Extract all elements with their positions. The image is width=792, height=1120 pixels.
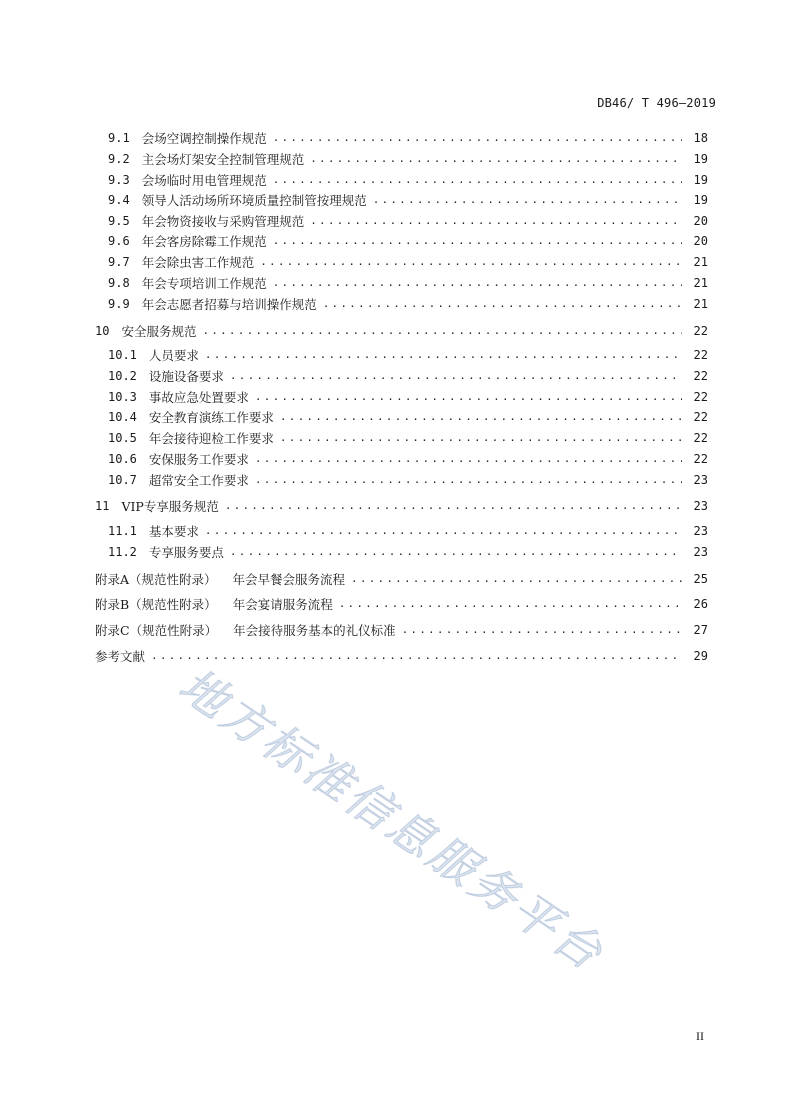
toc-entry-title: 主会场灯架安全控制管理规范 <box>141 152 305 167</box>
page-number: II <box>696 1029 704 1043</box>
toc-entry-page: 25 <box>693 572 708 586</box>
toc-leader-dots <box>280 428 682 448</box>
toc-entry[interactable] <box>108 387 708 407</box>
toc-entry-page: 23 <box>693 473 708 487</box>
toc-entry-number: 附录A（规范性附录） <box>95 572 217 587</box>
toc-leader-dots <box>339 594 682 614</box>
toc-entry[interactable] <box>108 449 708 469</box>
toc-entry-title: 超常安全工作要求 <box>148 473 249 488</box>
toc-entry-title: 参考文献 <box>95 649 146 664</box>
toc-leader-dots <box>310 149 682 169</box>
toc-entry-number: 9.1 <box>108 131 130 145</box>
toc-entry-title: 安全教育演练工作要求 <box>148 410 274 425</box>
toc-entry-page: 19 <box>693 173 708 187</box>
toc-entry-number: 9.7 <box>108 255 130 269</box>
toc-entry-number: 10.6 <box>108 452 137 466</box>
toc-entry-page: 20 <box>693 234 708 248</box>
toc-entry-title: VIP专享服务规范 <box>121 499 219 514</box>
toc-entry[interactable] <box>108 252 708 272</box>
toc-entry-number: 11 <box>95 499 110 513</box>
toc-entry-page: 22 <box>693 324 708 338</box>
toc-entry[interactable] <box>108 428 708 448</box>
toc-entry-title: 会场空调控制操作规范 <box>141 131 267 146</box>
toc-entry-page: 23 <box>693 524 708 538</box>
toc-entry-page: 27 <box>693 623 708 637</box>
toc-leader-dots <box>255 470 682 490</box>
toc-leader-dots <box>402 620 682 640</box>
toc-entry-title: 年会早餐会服务流程 <box>232 572 346 587</box>
toc-entry-page: 23 <box>693 499 708 513</box>
toc-entry-page: 22 <box>693 410 708 424</box>
toc-entry-number: 9.9 <box>108 297 130 311</box>
toc-entry-page: 22 <box>693 390 708 404</box>
toc-leader-dots <box>202 321 682 341</box>
toc-entry-title: 设施设备要求 <box>148 369 224 384</box>
toc-entry-number: 11.2 <box>108 545 137 559</box>
standard-code: DB46/ T 496—2019 <box>597 96 716 110</box>
toc-leader-dots <box>273 128 682 148</box>
toc-leader-dots <box>151 646 682 666</box>
toc-leader-dots <box>310 211 682 231</box>
toc-entry[interactable] <box>95 321 708 341</box>
toc-entry[interactable] <box>108 345 708 365</box>
toc-entry-title: 年会客房除霉工作规范 <box>141 234 267 249</box>
toc-entry-number: 10.2 <box>108 369 137 383</box>
toc-entry-title: 年会物资接收与采购管理规范 <box>141 214 305 229</box>
toc-entry-page: 22 <box>693 369 708 383</box>
toc-entry-number: 10.3 <box>108 390 137 404</box>
toc-entry[interactable] <box>108 128 708 148</box>
toc-entry-page: 20 <box>693 214 708 228</box>
toc-entry-page: 22 <box>693 452 708 466</box>
toc-entry[interactable] <box>108 366 708 386</box>
toc-entry-number: 10.1 <box>108 348 137 362</box>
watermark-text: 地方标准信息服务平台 <box>169 657 615 982</box>
toc-leader-dots <box>273 231 682 251</box>
toc-entry[interactable] <box>108 170 708 190</box>
toc-entry-number: 10 <box>95 324 110 338</box>
toc-leader-dots <box>230 366 682 386</box>
toc-entry-number: 10.4 <box>108 410 137 424</box>
toc-entry[interactable] <box>108 521 708 541</box>
toc-entry[interactable] <box>108 273 708 293</box>
toc-entry-number: 附录C（规范性附录） <box>95 623 218 638</box>
toc-entry[interactable] <box>95 646 708 666</box>
toc-entry-number: 9.5 <box>108 214 130 228</box>
toc-entry-page: 19 <box>693 152 708 166</box>
toc-entry-title: 年会宴请服务流程 <box>232 597 333 612</box>
toc-entry[interactable] <box>108 294 708 314</box>
toc-entry[interactable] <box>108 211 708 231</box>
toc-entry[interactable] <box>108 149 708 169</box>
toc-entry-page: 22 <box>693 348 708 362</box>
toc-entry-title: 领导人活动场所环境质量控制管按理规范 <box>141 193 367 208</box>
toc-leader-dots <box>260 252 682 272</box>
toc-entry[interactable] <box>95 569 708 589</box>
toc-entry[interactable] <box>95 594 708 614</box>
toc-entry-number: 9.3 <box>108 173 130 187</box>
toc-entry[interactable] <box>108 407 708 427</box>
toc-leader-dots <box>230 542 682 562</box>
toc-entry-title: 年会除虫害工作规范 <box>141 255 255 270</box>
toc-entry-title: 安全服务规范 <box>121 324 197 339</box>
toc-leader-dots <box>205 345 682 365</box>
toc-entry-number: 10.7 <box>108 473 137 487</box>
toc-entry[interactable] <box>108 190 708 210</box>
toc-entry-page: 18 <box>693 131 708 145</box>
toc-leader-dots <box>351 569 682 589</box>
toc-entry-title: 年会专项培训工作规范 <box>141 276 267 291</box>
toc-entry-number: 9.2 <box>108 152 130 166</box>
toc-entry-number: 9.8 <box>108 276 130 290</box>
toc-entry-number: 10.5 <box>108 431 137 445</box>
toc-entry-title: 年会接待迎检工作要求 <box>148 431 274 446</box>
toc-entry-page: 21 <box>693 297 708 311</box>
toc-entry[interactable] <box>108 231 708 251</box>
toc-entry-page: 29 <box>693 649 708 663</box>
toc-entry-title: 安保服务工作要求 <box>148 452 249 467</box>
toc-entry-page: 22 <box>693 431 708 445</box>
toc-leader-dots <box>373 190 682 210</box>
toc-entry[interactable] <box>108 542 708 562</box>
toc-leader-dots <box>255 387 682 407</box>
toc-entry-title: 专享服务要点 <box>148 545 224 560</box>
toc-leader-dots <box>273 170 682 190</box>
toc-entry-page: 19 <box>693 193 708 207</box>
toc-entry-number: 9.4 <box>108 193 130 207</box>
toc-entry-title: 会场临时用电管理规范 <box>141 173 267 188</box>
toc-entry-number: 11.1 <box>108 524 137 538</box>
toc-entry-title: 年会接待服务基本的礼仪标准 <box>233 623 396 638</box>
toc-entry-title: 人员要求 <box>148 348 199 363</box>
toc-entry-title: 年会志愿者招募与培训操作规范 <box>141 297 317 312</box>
toc-entry[interactable] <box>108 470 708 490</box>
toc-entry-number: 9.6 <box>108 234 130 248</box>
toc-entry[interactable] <box>95 620 708 640</box>
toc-entry-title: 事故应急处置要求 <box>148 390 249 405</box>
toc-leader-dots <box>323 294 682 314</box>
toc-entry-page: 21 <box>693 255 708 269</box>
toc-entry[interactable] <box>95 496 708 516</box>
toc-leader-dots <box>205 521 682 541</box>
toc-leader-dots <box>280 407 682 427</box>
toc-leader-dots <box>255 449 682 469</box>
toc-entry-page: 23 <box>693 545 708 559</box>
toc-entry-title: 基本要求 <box>148 524 199 539</box>
toc-leader-dots <box>225 496 682 516</box>
toc-entry-number: 附录B（规范性附录） <box>95 597 217 612</box>
toc-entry-page: 26 <box>693 597 708 611</box>
toc-leader-dots <box>273 273 682 293</box>
toc-entry-page: 21 <box>693 276 708 290</box>
